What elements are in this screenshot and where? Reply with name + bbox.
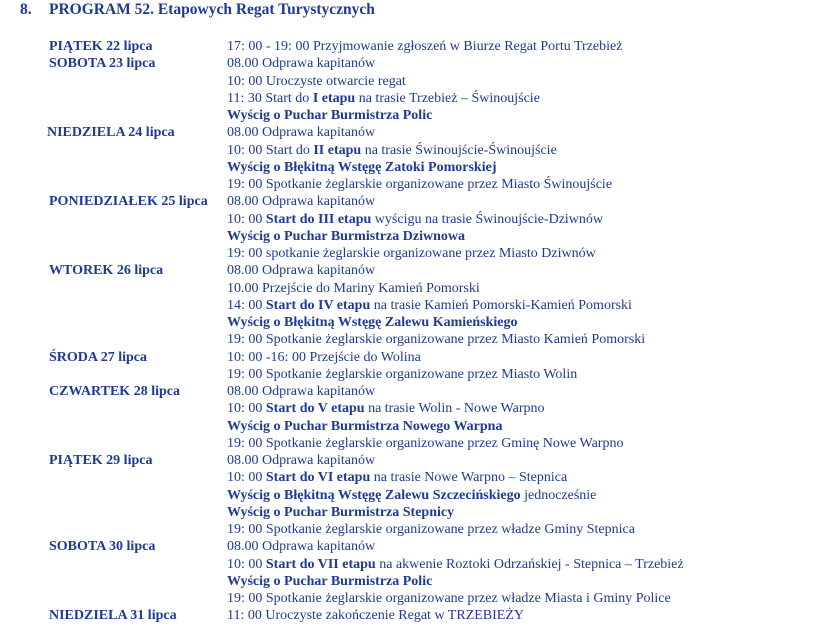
bold-segment: II etapu — [313, 142, 362, 158]
text-segment: 10: 00 Start do — [227, 142, 314, 158]
schedule-line — [227, 573, 432, 590]
bold-segment: Wyścig o Puchar Burmistrza Polic — [227, 108, 433, 123]
text-segment: na trasie Nowe Warpno – Stepnica — [370, 470, 568, 486]
bold-segment: Start do III etapu — [265, 211, 372, 227]
schedule-line — [227, 590, 671, 607]
schedule-line — [227, 211, 603, 228]
schedule-line — [227, 73, 406, 90]
schedule-line — [227, 142, 557, 159]
schedule-line — [227, 504, 454, 521]
schedule-line — [227, 400, 545, 417]
day-label: SOBOTA 30 lipca — [49, 539, 156, 555]
day-label: PONIEDZIAŁEK 25 lipca — [49, 194, 208, 210]
text-segment: 08.00 Odprawa kapitanów — [227, 125, 376, 141]
schedule-line — [227, 245, 596, 262]
text-segment: na trasie Wolin - Nowe Warpno — [364, 401, 545, 417]
text-segment: 08.00 Odprawa kapitanów — [227, 539, 376, 555]
text-segment: 10: 00 — [227, 211, 266, 227]
bold-segment: I etapu — [312, 90, 356, 106]
schedule-line — [227, 383, 375, 400]
schedule-line — [227, 521, 635, 538]
text-segment: 19: 00 Spotkanie żeglarskie organizowane przez Miasto Kamień Pomorski — [227, 332, 646, 348]
schedule-line — [227, 349, 421, 366]
bold-segment: Start do VI etapu — [265, 470, 371, 486]
bold-segment: Wyścig o Puchar Burmistrza Dziwnowa — [227, 228, 465, 244]
text-segment: 19: 00 spotkanie żeglarskie organizowane przez Miasto Dziwnów — [227, 246, 596, 261]
schedule-line — [227, 38, 622, 55]
text-segment: 10: 00 — [227, 401, 266, 417]
day-label: CZWARTEK 28 lipca — [49, 384, 180, 399]
section-number: 8. — [20, 1, 32, 18]
text-segment: na trasie Trzebież – Świnoujście — [355, 90, 540, 106]
text-segment: na trasie Świnoujście-Świnoujście — [361, 142, 557, 158]
day-label: NIEDZIELA 31 lipca — [49, 608, 177, 624]
schedule-line — [227, 607, 524, 624]
bold-segment: Start do V etapu — [265, 401, 365, 417]
schedule-line — [227, 297, 632, 314]
day-label: PIĄTEK 22 lipca — [49, 39, 153, 54]
day-label: ŚRODA 27 lipca — [49, 349, 148, 365]
bold-segment: Wyścig o Puchar Burmistrza Stepnicy — [227, 504, 455, 520]
text-segment: 14: 00 — [227, 297, 266, 313]
bold-segment: Wyścig o Błękitną Wstęgę Zalewu Kamieńskiego — [227, 315, 518, 330]
schedule-line — [227, 262, 375, 279]
bold-segment: Start do VII etapu — [265, 556, 376, 572]
schedule-line — [227, 469, 567, 486]
text-segment: na trasie Kamień Pomorski-Kamień Pomorski — [370, 297, 632, 313]
schedule-line — [227, 228, 465, 245]
bold-segment: Wyścig o Puchar Burmistrza Nowego Warpna — [227, 418, 503, 434]
schedule-line — [227, 193, 375, 210]
schedule-line — [227, 107, 432, 124]
schedule-line — [227, 159, 497, 176]
section-heading — [20, 1, 375, 19]
text-segment: 08.00 Odprawa kapitanów — [227, 384, 376, 399]
text-segment: 08.00 Odprawa kapitanów — [227, 263, 376, 279]
schedule-line — [227, 55, 375, 72]
text-segment: 19: 00 Spotkanie żeglarskie organizowane przez Gminę Nowe Warpno — [227, 435, 624, 451]
schedule-line — [227, 418, 502, 435]
text-segment: 08.00 Odprawa kapitanów — [227, 56, 376, 72]
schedule-line — [227, 487, 596, 504]
text-segment: 17: 00 - 19: 00 Przyjmowanie zgłoszeń w Biurze Regat Portu Trzebież — [227, 39, 623, 54]
day-label: NIEDZIELA 24 lipca — [47, 125, 175, 141]
text-segment: jednocześnie — [520, 487, 597, 503]
text-segment: 11: 00 Uroczyste zakończenie Regat w TRZEBIEŻY — [227, 608, 525, 624]
text-segment: 10.00 Przejście do Mariny Kamień Pomorski — [227, 280, 480, 296]
text-segment: 10: 00 — [227, 470, 266, 486]
schedule-line — [227, 124, 375, 141]
section-title: PROGRAM 52. Etapowych Regat Turystycznych — [49, 1, 375, 18]
schedule-line — [227, 331, 645, 348]
text-segment: 10: 00 -16: 00 Przejście do Wolina — [227, 349, 421, 365]
schedule-line — [227, 556, 684, 573]
text-segment: 08.00 Odprawa kapitanów — [227, 194, 376, 210]
text-segment: na akwenie Roztoki Odrzańskiej - Stepnica – Trzebież — [375, 556, 684, 572]
schedule-line — [227, 452, 375, 469]
text-segment: 19: 00 Spotkanie żeglarskie organizowane przez władze Miasta i Gminy Police — [227, 591, 671, 606]
schedule-line — [227, 90, 540, 107]
bold-segment: Wyścig o Błękitną Wstęgę Zalewu Szczecińskiego — [227, 487, 521, 503]
bold-segment: Start do IV etapu — [265, 297, 371, 313]
day-label: SOBOTA 23 lipca — [49, 56, 156, 72]
text-segment: 19: 00 Spotkanie żeglarskie organizowane przez władze Gminy Stepnica — [227, 522, 635, 537]
text-segment: 11: 30 Start do — [227, 90, 313, 106]
schedule-line — [227, 314, 518, 331]
schedule-line — [227, 280, 480, 297]
text-segment: 08.00 Odprawa kapitanów — [227, 453, 376, 468]
schedule-line — [227, 538, 375, 555]
day-label: PIĄTEK 29 lipca — [49, 453, 153, 468]
text-segment: 10: 00 — [227, 556, 266, 572]
text-segment: 19: 00 Spotkanie żeglarskie organizowane przez Miasto Wolin — [227, 366, 578, 382]
text-segment: wyścigu na trasie Świnoujście-Dziwnów — [371, 211, 604, 227]
day-label: WTOREK 26 lipca — [49, 263, 164, 279]
bold-segment: Wyścig o Puchar Burmistrza Polic — [227, 573, 433, 589]
schedule-line — [227, 176, 612, 193]
text-segment: 10: 00 Uroczyste otwarcie regat — [227, 73, 406, 89]
schedule-line — [227, 435, 623, 452]
text-segment: 19: 00 Spotkanie żeglarskie organizowane przez Miasto Świnoujście — [227, 177, 613, 192]
bold-segment: Wyścig o Błękitną Wstęgę Zatoki Pomorskiej — [227, 159, 497, 175]
schedule-line — [227, 366, 577, 383]
